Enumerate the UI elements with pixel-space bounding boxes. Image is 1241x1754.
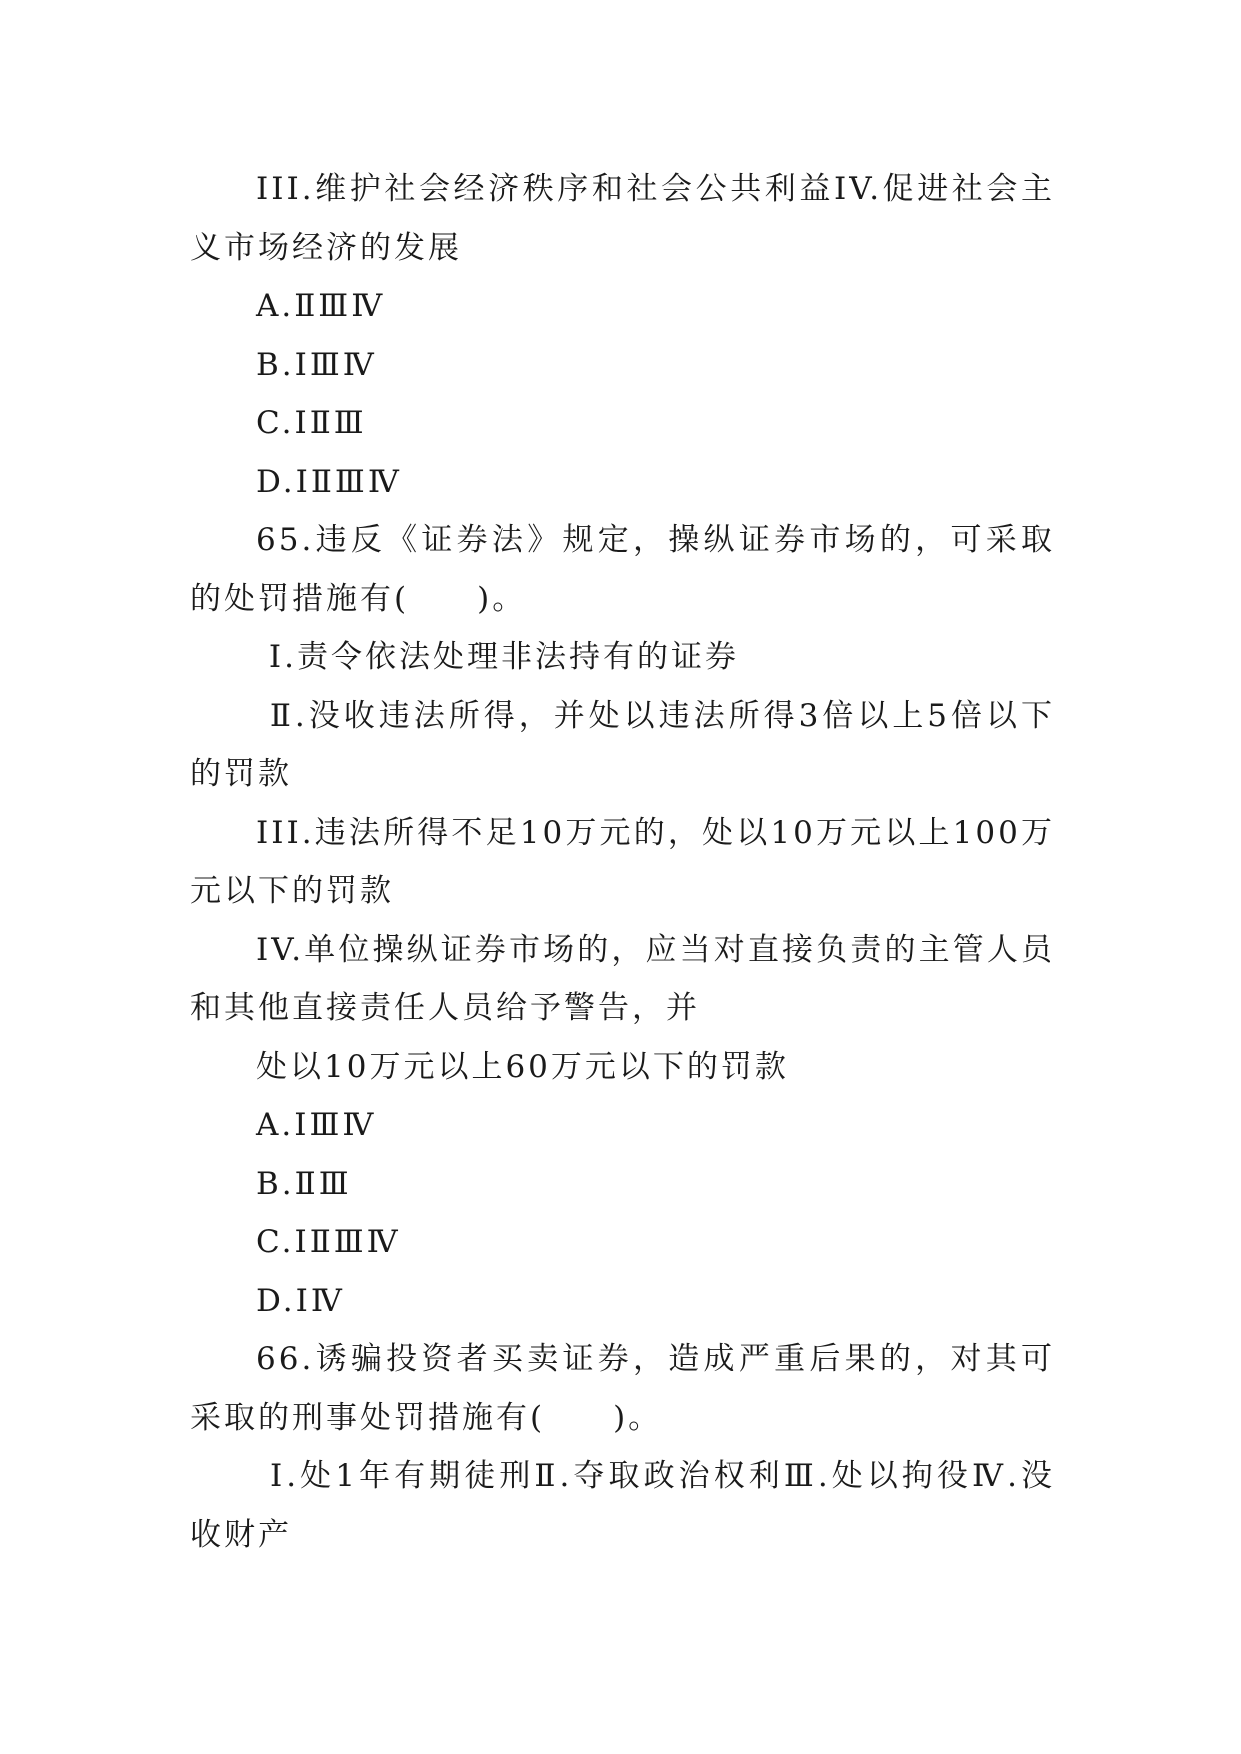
question-64-statement-3-4: III.维护社会经济秩序和社会公共利益IV.促进社会主义市场经济的发展 (190, 171, 1055, 266)
question-66-statements: Ⅰ.处1年有期徒刑Ⅱ.夺取政治权利Ⅲ.处以拘役Ⅳ.没收财产 (190, 1458, 1055, 1553)
question-65-stem: 65.违反《证券法》规定，操纵证券市场的，可采取的处罚措施有( )。 (190, 522, 1055, 617)
document-body (190, 160, 1055, 1564)
question-64-option-c: C.ⅠⅡⅢ (256, 405, 367, 441)
question-65-option-b: B.ⅡⅢ (256, 1165, 352, 1202)
question-66-stem: 66.诱骗投资者买卖证券，造成严重后果的，对其可采取的刑事处罚措施有( )。 (190, 1341, 1055, 1436)
question-64-option-a: A.ⅡⅢⅣ (256, 288, 386, 324)
question-64-option-b: B.ⅠⅢⅣ (256, 346, 377, 383)
question-65-statement-2: Ⅱ.没收违法所得，并处以违法所得3倍以上5倍以下的罚款 (190, 697, 1056, 792)
question-65-statement-4: IV.单位操纵证券市场的，应当对直接负责的主管人员和其他直接责任人员给予警告，并 (190, 931, 1055, 1026)
question-65-statement-4-continued: 处以10万元以上60万元以下的罚款 (256, 1048, 789, 1085)
question-65-statement-1: Ⅰ.责令依法处理非法持有的证券 (256, 639, 739, 675)
question-64-option-d: D.ⅠⅡⅢⅣ (256, 463, 402, 500)
question-65-option-a: A.ⅠⅢⅣ (256, 1107, 377, 1143)
question-65-statement-3: III.违法所得不足10万元的，处以10万元以上100万元以下的罚款 (190, 814, 1055, 909)
question-65-option-d: D.ⅠⅣ (256, 1282, 345, 1319)
question-65-option-c: C.ⅠⅡⅢⅣ (256, 1224, 401, 1260)
